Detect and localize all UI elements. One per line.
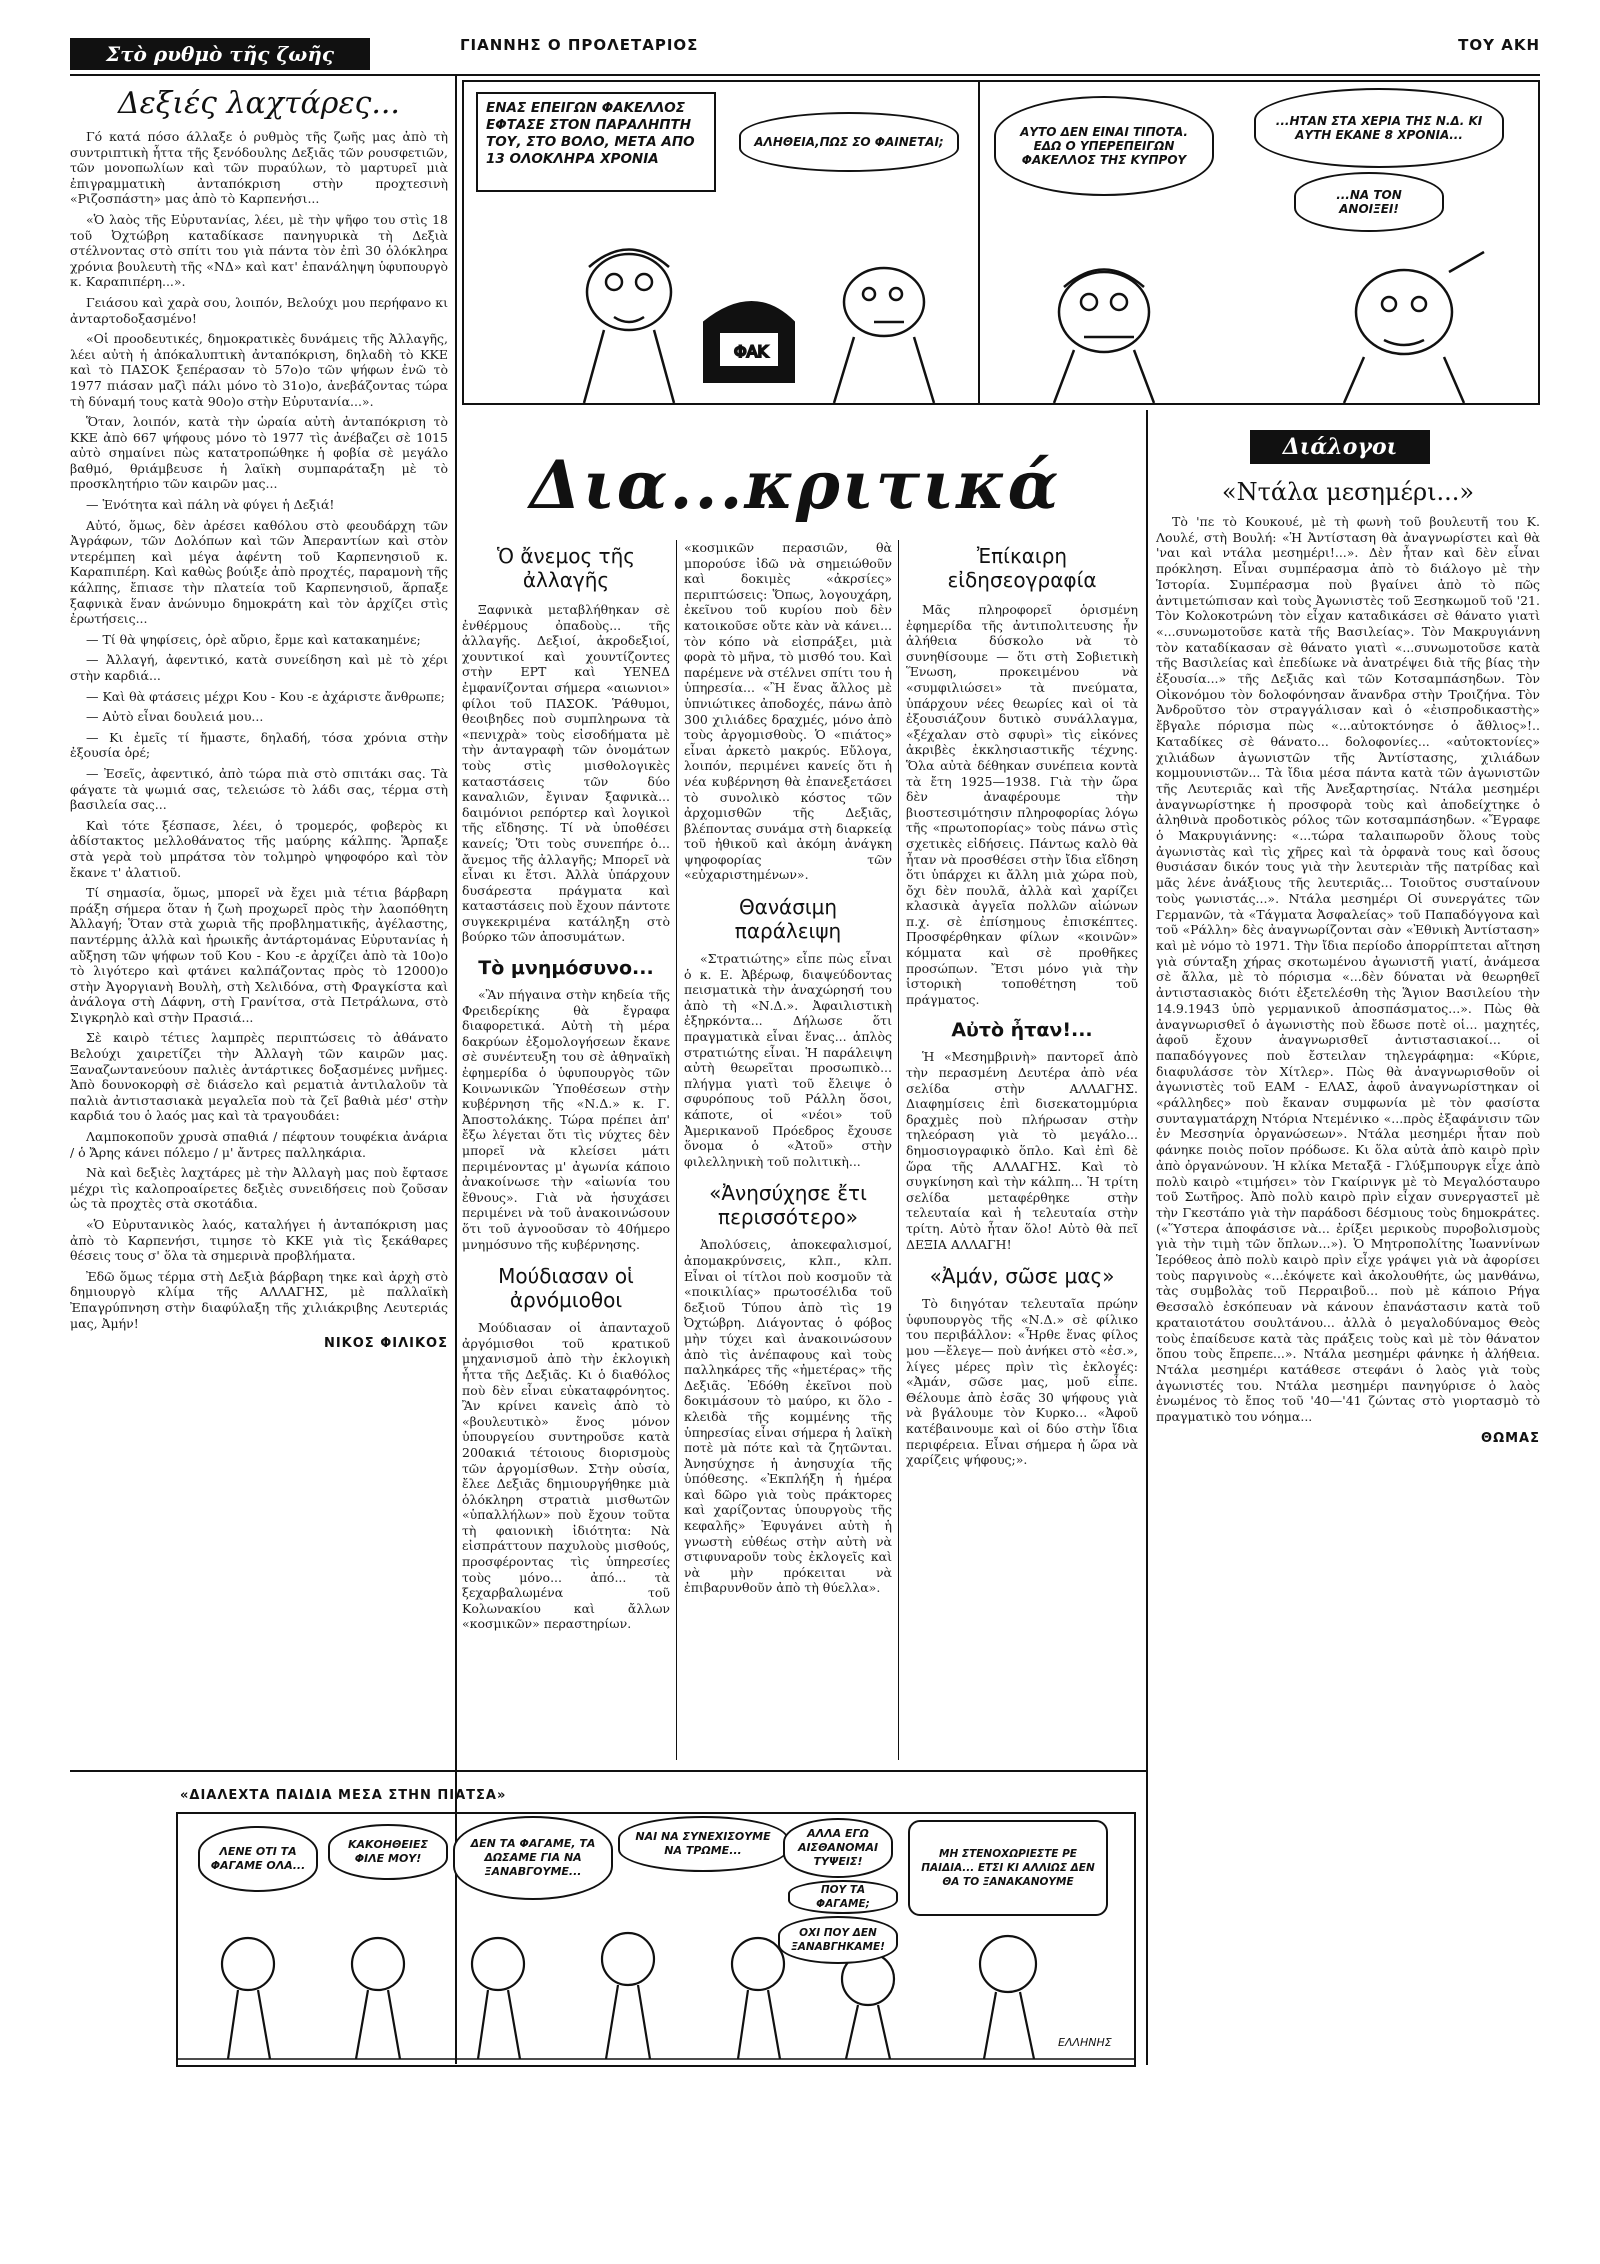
paragraph: Λαμποκοποῦν χρυσὰ σπαθιά / πέφτουν τουφέκια ἀνάρια / ὁ Ἄρης κάνει πόλεμο / μ' ἄντρες παλληκάρια. [70, 1129, 448, 1160]
article-title: Θανάσιμη παράλειψη [734, 895, 842, 944]
paragraph: — Ἀλλαγή, ἀφεντικό, κατὰ συνείδηση καὶ μὲ τὸ χέρι στὴν καρδιά... [70, 652, 448, 683]
character-5 [732, 1938, 784, 2059]
comic-caption: ΕΝΑΣ ΕΠΕΙΓΩΝ ΦΑΚΕΛΛΟΣ ΕΦΤΑΣΕ ΣΤΟΝ ΠΑΡΑΛΗΠΤΗ ΤΟΥ, ΣΤΟ ΒΟΛΟ, ΜΕΤΑ ΑΠΟ 13 ΟΛΟΚΛΗΡΑ ΧΡΟΝΙΑ [476, 92, 716, 192]
speech-bubble: ...ΗΤΑΝ ΣΤΑ ΧΕΡΙΑ ΤΗΣ Ν.Δ. ΚΙ ΑΥΤΗ ΕΚΑΝΕ 8 ΧΡΟΝΙΑ... [1254, 88, 1504, 168]
column-4 [906, 540, 1138, 1760]
comic-strip-title: «ΔΙΑΛΕΧΤΑ ΠΑΙΔΙΑ ΜΕΣΑ ΣΤΗΝ ΠΙΑΤΣΑ» [180, 1788, 507, 1803]
character-7 [980, 1936, 1036, 2059]
paragraph: «Οἱ προοδευτικές, δημοκρατικὲς δυνάμεις τῆς Ἀλλαγῆς, λέει αὐτὴ ἡ ἀπόκαλυπτικὴ ἀνταπόκριση, δηλαδὴ τὸ ΚΚΕ καὶ τὸ ΠΑΣΟΚ ξεπέρασαν τὸ 57ο)ο τῶν ψήφων ἐνῶ τὸ 1977 πιάσαν μαζὶ πάλι μόνο τὸ 31ο)ο, ἀνεβάζοντας τώρα τὴ δύναμή τους κατὰ 90ο)ο στὴν Εὐρυτανία...». [70, 331, 448, 409]
article-signature: ΘΩΜΑΣ [1481, 1430, 1540, 1446]
article-body: Ἡ «Μεσημβρινὴ» παντορεῖ ἀπὸ τὴν περασμένη Δευτέρα ἀπὸ νέα σελίδα στὴν ΑΛΛΑΓΗΣ. Διαφημίσεις ἐπὶ δισεκατομμύρια δραχμὲς ποὺ πλήρωσαν στὴν τηλεόραση γιὰ τὸ μεγάλο... δημοσιογραφικὸ ὅπλο. Καὶ ἐπὶ δὲ ὥρα τῆς ΑΛΛΑΓΗΣ. Καὶ τὸ συγκίνηση καὶ τὴν κάλπη... Ἡ τρίτη σελίδα μεταφέρθηκε στὴν τελευταία καὶ ἡ τελευταία στὴν τρίτη. Αὐτὸ ἦταν ὅλο! Αὐτὸ θὰ πεῖ ΔΕΞΙΑ ΑΛΛΑΓΗ! [906, 1049, 1138, 1252]
section-title [470, 440, 1120, 530]
character-2 [352, 1938, 404, 2059]
character-3 [472, 1938, 524, 2059]
cartoonist-signature: ΕΛΛΗΝΗΣ [1058, 2036, 1112, 2049]
character-1 [222, 1938, 274, 2059]
worker-figure-left [584, 250, 674, 404]
paragraph: Γό κατά πόσο άλλαξε ὁ ρυθμὸς τῆς ζωῆς μας ἀπὸ τὴ συντριπτικὴ ἧττα τῆς ξενόδουλης Δεξιᾶς τῶν ρουσφετιῶν, τῶν μονοπωλίων καὶ τῶν πυραύλων, τὸ μαρτυρεῖ μιὰ ἐπιγραμματικὴ ἀνταπόκριση στὴν προχτεσινὴ «Ριζοσπάστη» μας ἀπὸ τὸ Καρπενήσι... [70, 129, 448, 207]
paragraph: Σὲ καιρὸ τέτιες λαμπρὲς περιπτώσεις τὸ ἀθάνατο Βελούχι χαιρετίζει τὴν Ἀλλαγὴ τῶν καιρῶν μας. Ξαναζωντανεύουν παλιὲς ἀντάρτικες δοξασμένες μνῆμες. Ἀπὸ δουνοκορφὴ σὲ διάσελο καὶ ρεματιὰ ἀντιλαλοῦν τὰ παλιὰ ἀντιστασιακὰ μεγαλεῖα ποὺ τὰ ζεῖ βαθιὰ μέσ' στὴν καρδιά του ὁ λαός μας καὶ τὰ τραγουδάει: [70, 1030, 448, 1124]
column-rule [455, 74, 457, 2064]
paragraph: Ἐδῶ ὅμως τέρμα στὴ Δεξιὰ βάρβαρη τηκε καὶ ἀρχὴ στὸ δημιουργὸ κλίμα τῆς ΑΛΛΑΓΗΣ, μὲ παλλαϊκὴ Ἐπαγρύπνηση στὴν διαφύλαξη τῆς χιλιάκριβης Λευτεριάς μας, Ἀμήν! [70, 1268, 448, 1331]
article-body: «κοσμικῶν περασιῶν, θὰ μπορούσε ἰδῶ νὰ σημειώθοῦν καὶ δοκιμὲς «ἀκρσίες» περιπτώσεις: Ὅπως, λογουχάρη, ἐκεῖνου τοῦ κυρίου ποὺ δὲν κατοικοῦσε οὔτε κὰν νὰ κάνει... τὸν κόπο νὰ εἰσπράξει, μιὰ φορὰ τὸ μῆνα, τὸ μισθό του. Καὶ παρέμενε νὰ στέλνει σπίτι του ἡ ὑπηρεσία... «Ἢ ἕνας ἄλλος μὲ ὑπνιώτικες ἀποδοχές, πάνω ἀπὸ 300 χιλιάδες δραχμές, μόνο ἀπὸ τοὺς ἀργομισθοὺς. Ὁ «πιάτος» εἶναι ἀρκετὸ μακρύς. Εὔλογα, λοιπόν, περιμένει κανείς ὅτι ἡ νέα κυβέρνηση θὰ ἐπανεξετάσει τὸ συνολικὸ κόστος τῶν ἀρχομισθῶν τῆς Δεξιᾶς, βλέποντας συνάμα στὴ διαρκείᾳ τοῦ ἠθικοῦ καὶ ἀκόμη ἀνάγκη ψηφοφορίας τῶν «εὐχαριστημένων». [684, 540, 892, 883]
article-body [70, 129, 448, 1331]
speech-bubble: ΟΧΙ ΠΟΥ ΔΕΝ ΞΑΝΑΒΓΗΚΑΜΕ! [778, 1916, 898, 1964]
speech-bubble: ...ΝΑ ΤΟΝ ΑΝΟΙΞΕΙ! [1294, 172, 1444, 232]
svg-text:ΦΑΚ: ΦΑΚ [734, 342, 769, 361]
section-tag: Στὸ ρυθμὸ τῆς ζωῆς [70, 38, 370, 70]
article-body: Ἀπολύσεις, ἀποκεφαλισμοί, ἀπομακρύνσεις, κλπ., κλπ. Εἶναι οἱ τίτλοι ποὺ κοσμοῦν τὰ «ποικιλίας» πρωτοσέλιδα τοῦ δεξιοῦ Τύπου ἀπὸ τὶς 19 Ὀχτώβρη. Διάγοντας ὁ φόβος μὴν τύχει καὶ ἀνακοινώσουν ἀπὸ τὶς ἀνέπαφους καὶ τοὺς παλληκάρες τῆς «ἠμετέρας» τῆς Δεξιᾶς. Ἐδόθη ἐκεῖνοι ποὺ δοκιμάσουν τὸ μαύρο, κι ὅλο - κλειδὰ τῆς κομμένης τῆς ὑπηρεσίας εἶναι σήμερα ἡ λαϊκὴ ποτὲ μὰ πότε καὶ τὰ ζητῶνται. Ἀνησύχησε ἡ ἀνησυχία τῆς ὑπόθεσης. «Ἐκπλήξη ἡ ἡμέρα καὶ δῶρο γιὰ τοὺς πράκτορες καὶ χαρίζοντας ὑπουργοὺς τῆς κεφαλῆς» Ἐφυγάνει αὐτὴ ἡ γνωστὴ εὐθέως στὴν αὐτὴ νὰ στιφυναροῦν τοὺς ἐκλογεῖς καὶ νὰ μὴν πρόκειται νὰ ἐπιβαρυνθοῦν ἀπὸ τὴ θύελλα». [684, 1237, 892, 1596]
speech-bubble: ΠΟΥ ΤΑ ΦΑΓΑΜΕ; [788, 1880, 898, 1914]
section-tag-right: Διάλογοι [1250, 430, 1430, 464]
article-body: Ξαφνικὰ μεταβλήθηκαν σὲ ἐνθέρμους ὀπαδοὺς... τῆς ἀλλαγῆς. Δεξιοί, ἀκροδεξιοί, χουντικοί καὶ χουντίζοντες στὴν ΕΡΤ καὶ ΥΕΝΕΔ ἐμφανίζονται σήμερα «αιωνιοι» φίλοι τοῦ ΠΑΣΟΚ. Ῥάθυμοι, θεοιβηδες ποὺ συμπληρωνα τὰ «πενιχρὰ» τοὺς εἰσοδήματα μὲ τὴν ἀνταγραφὴ τῶν ὀνομάτων τοὺς στὶς μισθολογικὲς καταστάσεις τῶν δύο καναλιῶν, ἔγιναν ξαφνικὰ... δαιμόνιοι ρεπόρτερ καὶ λογικοὶ τῆς εἴδησης. Τί νὰ ὑποθέσει κανείς; Ὅτι τοὺς συνεπήρε ὁ... ἄνεμος τῆς ἀλλαγῆς; Μπορεῖ νὰ εἶναι κι ἔτσι. Ἀλλὰ ὑπάρχουν δυσάρεστα πράγματα καὶ καταστάσεις ποὺ ἔχουν πάντοτε συγκεκριμένα κατάληξη στὸ βούρκο τῶν ἀποσυμάτων. [462, 602, 670, 945]
speech-bubble: ΑΛΗΘΕΙΑ,ΠΩΣ ΣΟ ΦΑΙΝΕΤΑΙ; [739, 112, 959, 172]
paragraph: — Καὶ θὰ φτάσεις μέχρι Κου - Κου -ε ἀχάριστε ἄνθρωπε; [86, 688, 445, 704]
article-body: Τὸ 'πε τὸ Κουκουέ, μὲ τὴ φωνὴ τοῦ βουλευτῆ του Κ. Λουλέ, στὴ Βουλή: «Ἡ Ἀντίσταση θὰ ἀναγνωρίστει καὶ θὰ 'ναι καὶ ντάλα μεσημέρι!...». Δὲν ἦταν καὶ δὲν εἶναι πρόκληση. Εἶναι συμπέρασμα ἀπὸ τὸ διάλογο μὲ τὴν Ἱστορία. Συμπέρασμα ποὺ βγαίνει ἀπὸ τὸ πῶς ἀντιμετώπισαν καὶ τοὺς Ἀγωνιστὲς τοῦ Ξεσηκωμοῦ τοῦ '21. Τὸν Κολοκοτρώνη τὸν εἶχαν καταδικάσει σὲ θάνατο γιατὶ «...συνωμοτοῦσε κατὰ τῆς Βασιλείας». Τὸν Μακρυγιάννη τὸν καταδίκασαν σὲ θάνατο γιατὶ «...συνωμοτοῦσε κατὰ τῆς Βασιλείας καὶ ἐπεδίωκε νὰ ἀνατρέψει διὰ τῆς βίας τὴν ἐξουσία...» τῆς Δεξιᾶς καὶ τῶν Κοτσαμπάσηδων. Τὸν Οἰκονόμου τὸν δολοφόνησαν ἄνανδρα στὴν Τροιζήνα. Τὸν Ἀνδροῦτσο τὸν στραγγάλισαν καὶ ὁ «ἐισπροδικαστὴς» ἔβγαλε πόρισμα πὼς «...αὐτοκτόνησε ὁ ἄθλιος»!.. Καταδίκες σὲ θάνατο... δολοφονίες... «αὐτοκτονίες» χιλιάδων ἀγωνιστῶν τῆς Ἀντίστασης, χιλιάδων κομμουνιστῶν... Τὰ ἴδια μέσα πάντα κατὰ τῶν ἀγωνιστῶν τῆς Λευτεριᾶς καὶ τῆς Ἀνεξαρτησίας. Ντάλα μεσημέρι ἀναγνωρίστηκε ἡ προσφορὰ τοὺς καὶ ἀποδείχτηκε ὁ ἀληθινὰ προδοτικὸς ρόλος τῶν κοτσαμπάσηδων. «Ἔγραφε ὁ Μακρυγιάννης: «...τώρα ταλαιπωροῦν ὅλους τοὺς ἀγωνιστὰς καὶ τὶς χῆρες καὶ τὰ ὀρφανὰ τους καὶ ὅσους θυσιάσαν δικόν τους γιὰ τὴν λευτεριὰν τῆς πατρίδας καὶ μᾶς λένε ἀνάξιους τῆς λευτεριᾶς... Τοιοῦτος συσταίνουν τοὺς γωνιστάς...». Ντάλα μεσημέρι Οἱ συνεργάτες τῶν Γερμανῶν, τὰ «Τάγματα Ἀσφαλείας» τοῦ Παπαδόγγονα καὶ τοῦ «Ράλλη» δὲς ἀναγνωρίζονται σὰν «Ἐθνικὴ Ἀντίσταση» καὶ μὲ νόμο τὸ 1971. Τὴν ἴδια περίοδο ἀπορρίπτεται αἴτηση γιὰ σύνταξη χήρας σκοτωμένου ἀγωνιστῆ γιατί, ἀνάμεσα σὲ ἄλλα, μὲ τὸ πόρισμα «...δὲν δύναται νὰ θεωρηθεῖ ἀντιστασιακὸς διότι ἐξετελέσθη τὴς Ἅγιον Βασιλείου τὴν 14.9.1943 ὑπὸ γερμανικοῦ ἀποσπάσματος...». Πὼς θὰ ἀναγνωρισθεῖ ὁ ἀγωνιστὴς ποὺ ἔδωσε ποτὲ οἱ... μαχητές, ἀφοῦ ἔχουν ἀναγνωρισθεῖ ἀντιστασιακοί... οἱ παπαδόγγονες ποὺ ἔστειλαν τηλεγράφημα: «Κύριε, διαφυλάσσε τὸν Χίτλερ». Πὼς θὰ ἀναγνωρισθοῦν οἱ ἀγωνιστὲς τοῦ ΕΑΜ - ΕΛΑΣ, ἀφοῦ ἀναγνωρίστηκαν οἱ «ράλληδες» ποὺ ἔκαναν συμφωνία μὲ τὸν φασίστα συνταγματάρχη Ντόρια Ντεμένικο «...πρὸς ἐξαφάνισιν τῶν ἐν Μεσσηνία ὀργανώσεων». Ντάλα μεσημέρι ἦταν ποὺ φάνηκε ποιὸς ποῖον πρόδωσε. Κι ὅλα αὐτὰ ἀπὸ καιρὸ πρὶν ἀπὸ ὀργανώνουν. Ἡ κλίκα Μεταξᾶ - Γλύξμπουργκ εἶχε ἀπὸ πολὺ καιρὸ «τιμήσει» τὸν Γκαίρινγκ μὲ τὸ Μεγαλόσταυρο τοῦ Σωτῆρος. Ἀπὸ πολὺ καιρὸ πρὶν εἶχαν συνεργαστεῖ μὲ τὴν Γκεστάπο γιὰ τὴν παράδοσι δέσμιους τοὺς δημοκράτες. («Ὕστερα ἀποφάσισε νὰ... ἐρίξει μερικοὺς πυροβολισμοὺς γιὰ τὴν τιμὴ τῶν ὅπλων...»). Ὁ Μητροπολίτης Ἰωαννίνων Ἱερόθεος ἀπὸ πολὺ καιρὸ πρὶν εἶχε γράψει γιὰ νὰ ἀφορίσει τοὺς παργινοὺς «...ἐκόψετε καὶ ἀκολουθήτε, ὡς μανθάνω, τὰς συμβολὰς τοῦ Περραιβοῦ... ποὺ μὲ κάποιο Ρήγα Θεσσαλὸ ἐσκόπευαν νὰ κάνουν ἐπανάστασιν κατὰ τοῦ κραταιοτάτου σουλτάνου... ἀλλὰ ὁ μεγαλοδύναμος Θεὸς τοὺς ἐπαίδευσε κατὰ τὰς πράξεις τοὺς καὶ μὲ τὸν θάνατον ὅπου τοὺς ἔπρεπε...». Ντάλα μεσημέρι φάνηκε ἡ ἀλήθεια. Ντάλα μεσημέρι κατάθεσε στεφάνι ὁ λαὸς γιὰ τοὺς ἀγωνιστές του. Ντάλα μεσημέρι πανηγύρισε ὁ λαὸς ἐνωμένος τὸ ἔπος τοῦ '40—'41 ζώντας στὸ γιορτασμὸ τὸ πραγματικὸ του νόημα... [1156, 514, 1540, 1425]
speech-bubble: ΝΑΙ ΝΑ ΣΥΝΕΧΙΣΟΥΜΕ ΝΑ ΤΡΩΜΕ... [618, 1816, 788, 1872]
article-title: «Ντάλα μεσημέρι...» [1221, 478, 1475, 506]
column-rule [1146, 410, 1148, 2065]
paragraph: — Τί θὰ ψηφίσεις, ὁρὲ αὔριο, ἔρμε καὶ κατακαημένε; [86, 631, 421, 647]
paragraph: Καὶ τότε ξέσπασε, λέει, ὁ τρομερός, φοβερὸς κι ἀδίστακτος μελλοθάνατος τῆς μαύρης κάλπης. Ἅρπαξε στὰ γερὰ τοὺ μπράτσα τὸν τολμηρὸ ψηφοφόρο καὶ τὸν ἔκανε τ' ἀλατιοῦ. [70, 817, 448, 880]
article-body: Τὸ διηγόταν τελευταῖα πρώην ὑφυπουργὸς τῆς «Ν.Δ.» σὲ φίλικο του περιβάλλον: «Ἦρθε ἕνας φίλος μου —ἔλεγε— ποὺ ἀνήκει στὸ «ἐσ.», λίγες μέρες πρὶν τὶς ἐκλογές: «Ἀμάν, σῶσε μας, μοῦ εἶπε. Θέλουμε ἀπὸ ἐσᾶς 30 ψήφους γιὰ νὰ βγάλουμε τὸν Κυρκο... «Ἀφοῦ κατέβαινουμε καὶ οἱ δύο στὴν ἴδια περιφέρεια. Εἶναι σήμερα ἡ ὥρα νὰ χαρίζεις ψήφους;». [906, 1296, 1138, 1468]
envelope-figure [704, 302, 794, 382]
column-rule [676, 540, 677, 1760]
character-4 [602, 1933, 654, 2059]
column-rule [898, 540, 899, 1760]
article-body: «Στρατιώτης» εἶπε πὼς εἶναι ὁ κ. Ε. Ἀβέρωφ, διαψεύδοντας πεισματικὰ τὴν ἀναχώρησή του ἀπὸ τὴ «Ν.Δ.». Ἀφαιλιστικὴ ἐξηρκόντα... Δήλωσε ὅτι πραγματικὰ εἶναι ἕνας... ἁπλὸς στρατιώτης εἶναι. Ἡ παράλειψη αὐτὴ θεωρεῖται προσωπικὸ... πλήγμα γιατὶ τοῦ ἔλειψε ὁ σφυρόπους τοῦ Ράλλη ὅσοι, κάποτε, οἱ «νέοι» τοῦ Ἀμερικανοῦ Πρόεδρος ἔχουσε ὅνομα ὁ «Ἀτοῦ» στὴν φιλελληνικὴ τοῦ πολιτικὴ... [684, 951, 892, 1169]
article-signature: ΝΙΚΟΣ ΦΙΛΙΚΟΣ [323, 1336, 448, 1352]
worker-figure-right [1054, 270, 1154, 404]
article-title: Ἐπίκαιρη εἰδησεογραφία [947, 544, 1097, 592]
speech-bubble: ΜΗ ΣΤΕΝΟΧΩΡΙΕΣΤΕ ΡΕ ΠΑΙΔΙΑ... ΕΤΣΙ ΚΙ ΑΛΛΙΩΣ ΔΕΝ ΘΑ ΤΟ ΞΑΝΑΚΑΝΟΥΜΕ [908, 1820, 1108, 1916]
speech-bubble: ΑΛΛΑ ΕΓΩ ΑΙΣΘΑΝΟΜΑΙ ΤΥΨΕΙΣ! [783, 1818, 893, 1878]
article-title: «Ἀμάν, σῶσε μας» [929, 1264, 1115, 1289]
character-6 [842, 1953, 894, 2059]
speech-bubble: ΔΕΝ ΤΑ ΦΑΓΑΜΕ, ΤΑ ΔΩΣΑΜΕ ΓΙΑ ΝΑ ΞΑΝΑΒΓΟΥΜΕ... [453, 1816, 613, 1900]
speech-bubble: ΚΑΚΟΗΘΕΙΕΣ ΦΙΛΕ ΜΟΥ! [328, 1824, 448, 1880]
thinking-figure [1344, 252, 1484, 403]
paragraph: «Ὁ Εὐρυτανικὸς λαός, καταλήγει ἡ ἀνταπόκριση μας ἀπὸ τὸ Καρπενήσι, τιμησε τὸ ΚΚΕ γιὰ τὶς ξεκάθαρες θέσεις τους σ' ὅλα τὰ σημερινὰ προβλήματα. [70, 1217, 448, 1264]
article-body: «Ἂν πήγαινα στὴν κηδεία τῆς Φρειδερίκης θὰ ἔγραφα διαφορετικά. Αὐτὴ τὴ μέρα δακρύων ἐξομολογήσεων ἔκανε σὲ συνέντευξη του σὲ ἀθηναϊκὴ ἐφημερίδα ὁ ὑφυπουργὸς τῶν Κοινωνικῶν Ὑποθέσεων στὴν κυβέρνηση τῆς «Ν.Δ.» κ. Γ. Ἀποστολάκης. Τώρα πρέπει ἀπ' ἔξω λέγεται ὅτι τὶς νύχτες δὲν μπορεῖ νὰ κλείσει μάτι περιμένοντας μ' ἀγωνία κάποιο ἀνακοίνωσε τὴν «αἰωνία του ἔθνους». Γιὰ νὰ ἡσυχάσει περιμένει νὰ τοῦ ἀνακοινώσουν ὅτι τοῦ ἀγνοοῦσαν τὸ 40ήμερο μνημόσυνο τῆς κυβέρνησης. [462, 987, 670, 1252]
speech-bubble: ΛΕΝΕ ΟΤΙ ΤΑ ΦΑΓΑΜΕ ΟΛΑ... [198, 1826, 318, 1892]
comic-author: ΤΟΥ ΑΚΗ [1458, 36, 1540, 54]
paragraph: Τί σημασία, ὅμως, μπορεῖ νὰ ἔχει μιὰ τέτια βάρβαρη πράξη σήμερα ὅταν ἡ ζωὴ προχωρεῖ πρὸς τὴν λαοπόθητη Ἀλλαγή; Ὅταν στὰ χωριὰ τῆς προβληματικῆς, ἀγέλαστης, παντέρμης ἀλλὰ καὶ ἡρωικῆς ἀντάρτομάνας Εὐρυτανίας ἡ αὔξηση τῶν ψήφων τοῦ Κου - Κου -ε ἀρχίζει ἀπὸ τὰ 10ο)ο τὸ λιγότερο καὶ φτάνει καλπάζοντας πρὸς τὸ 12000)ο στὴν Ἀγοργιανὴ Βουλὴ, στὴ Χελιδόνα, στὴ Φραγκίστα καὶ ἀνάλογα στὴ Δάφνη, στὴ Γρανίτσα, στὰ Πετράλωνα, στὸ Σιγκρηλὸ καὶ στὴν Πρασιά... [70, 885, 448, 1025]
paragraph: Ὅταν, λοιπόν, κατὰ τὴν ὡραία αὐτὴ ἀνταπόκριση τὸ ΚΚΕ ἀπὸ 667 ψήφους μόνο τὸ 1977 τὶς ἀνέβαζει σὲ 1015 αὐτὸ σημαίνει πὼς κατατροπώθηκε ἡ φοβία σὲ μεγάλο βαθμό, θριάμβευσε ἡ λαϊκὴ συμπαράταξη μὲ τὸ προσκλητήριο τῶν καιρῶν μας... [70, 414, 448, 492]
column-2 [462, 540, 670, 1760]
comic-strip-top [462, 80, 1540, 405]
article-body: Μᾶς πληροφορεῖ ὁρισμένη ἐφημερίδα τῆς ἀντιπολιτευσης ἦν ἀλήθεια δύσκολο νὰ τὸ συνηθίσουμε — ὅτι στὴ Σοβιετικὴ Ἕνωση, προκειμένου νὰ «συμφιλιώσει» τὰ πνεύματα, ὑπάρχουν νέες θεωρίες καὶ οἱ τὰ ἐξουσιάζουν δυτικὸ συνάλλαγμα, «ξέχαλαν στὸ σφυρὶ» τὶς εἰκόνες ἀκριβὲς ἐκκλησιαστικῆς τέχνης. Ὅλα αὐτὰ δέθηκαν συνέπεια κοντὰ τὰ ἔτη 1925—1938. Γιὰ τὴν ὥρα δὲν ἀναφέρουμε τὴν βιοστεσιμότησιν πληροφορίας λόγω τῆς «πρωτοπορίας» τοὺς πάνω στὶς σχετικὲς εἰδήσεις. Πάντως καλὸ θὰ ἦταν νὰ προσθέσει στὴν ἴδια εἴδηση ὅτι ὑπάρχει κι ἄλλη μιὰ χώρα ποὺ, ὄχι δὲν πουλᾶ, ἀλλὰ καὶ χαρίζει κλασικὰ ἀγγεῖα πολλῶν αἰώνων π.χ. σὲ ἐπίσημους ἐπισκέπτες. Προσφέρθηκαν φίλων «κοινῶν» κόμματα καὶ σὲ προθῆκες προσώπων. Ἔτσι μόνο γιὰ τὴν ἱστορικὴ τοποθέτηση τοῦ πράγματος. [906, 602, 1138, 1007]
article-title: Δεξιές λαχτάρες... [118, 86, 400, 121]
article-title: Αὐτὸ ἦταν!... [951, 1019, 1093, 1042]
strip-rule [70, 1770, 1146, 1772]
column-left [70, 80, 448, 1980]
column-right [1156, 478, 1540, 2158]
paragraph: — Αὐτὸ εἶναι δουλειά μου... [86, 709, 264, 725]
paragraph: — Ἑνότητα καὶ πάλη νὰ φύγει ἡ Δεξιά! [86, 497, 335, 513]
paragraph: Γειάσου καὶ χαρὰ σου, λοιπόν, Βελούχι μου περήφανο κι ἀνταρτοδοξασμένο! [70, 294, 448, 326]
paragraph: — Ἐσεῖς, ἀφεντικό, ἀπὸ τώρα πιὰ στὸ σπιτάκι σας. Τὰ φάγατε τὰ ψωμιά σας, τελειώσε τὸ λάδι σας, τέρμα στὴ βασιλεία σας... [70, 765, 448, 813]
paragraph: — Κι ἐμεῖς τί ἤμαστε, δηλαδή, τόσα χρόνια στὴν ἐξουσία ὁρέ; [70, 729, 448, 761]
comic-strip-bottom [176, 1812, 1136, 2067]
column-3 [684, 540, 892, 1760]
article-title: Μούδιασαν οἱ ἀρνόμιοθοι [498, 1264, 634, 1313]
article-title: «Ἀνησύχησε ἔτι περισσότερο» [709, 1181, 867, 1230]
header-rule [70, 74, 1540, 76]
paragraph: Νὰ καὶ δεξιὲς λαχτάρες μὲ τὴν Ἀλλαγὴ μας ποὺ ἔφτασε μέχρι τὶς καλοπροαίρετες δεξιὲς συνειδήσεις ποὺ ζοῦσαν ὡς τὰ προχτὲς στὰ σκοτάδια. [70, 1165, 448, 1212]
article-body: Μούδιασαν οἱ ἀπανταχοῦ ἀργόμισθοι τοῦ κρατικοῦ μηχανισμοῦ ἀπὸ τὴν ἐκλογικὴ ἧττα τῆς Δεξιᾶς. Κι ὁ διαθόλος ποὺ δὲν εἶναι εὐκαταφρόνητος. Ἂν κρίνει κανεὶς ἀπὸ τὸ «βουλευτικὸ» ἕνος μόνον ὑπουργείου συντηροῦσε κατὰ 200ακιά τέτοιους διορισμοὺς τῶν ἀργομίσθων. Στὴν οὐσία, ἔλεε Δεξιᾶς δημιουργήθηκε μιὰ ὁλόκληρη στρατιὰ μισθωτῶν «ὑπαλλήλων» ποὺ ἔχουν τοῦτα τὴ φαιονικὴ ἰδιότητα: Νὰ εἰσπράττουν παχυλοὺς μισθούς, προσφέροντας τὶς ὑπηρεσίες τοὺς μόνο... ἀπό... τὰ ξεχαρβαλωμένα τοῦ Κολωνακίου καὶ ἄλλων «κοσμικῶν» περαστηρίων. [462, 1320, 670, 1632]
article-title: Τὸ μνημόσυνο... [478, 957, 654, 980]
article-title: Ὁ ἄνεμος τῆς ἀλλαγῆς [497, 544, 635, 592]
paragraph: «Ὁ λαὸς τῆς Εὐρυτανίας, λέει, μὲ τὴν ψῆφο του στὶς 18 τοῦ Ὀχτώβρη καταδίκασε πανηγυρικὰ τὴ Δεξιὰ στέλνοντας στὸ σπίτι του γιὰ πάντα τὸν ἐπὶ 30 ὁλόκληρα χρόνια βουλευτὴ τῆς «ΝΔ» καὶ κατ' ἐπανάληψη ὑφυπουργὸ κ. Καραπιπέρη...». [70, 211, 448, 290]
official-figure [834, 268, 934, 403]
speech-bubble: ΑΥΤΟ ΔΕΝ ΕΙΝΑΙ ΤΙΠΟΤΑ. ΕΔΩ Ο ΥΠΕΡΕΠΕΙΓΩΝ ΦΑΚΕΛΛΟΣ ΤΗΣ ΚΥΠΡΟΥ [994, 96, 1214, 196]
paragraph: Αὐτό, ὅμως, δὲν ἀρέσει καθόλου στὸ φεουδάρχη τῶν Ἀγράφων, τῶν Δολόπων καὶ τῶν Ἀπεραντίων καὶ στὸν ντερέμπεη καὶ μέγα ἀφέντη τοῦ Καρπενησιοῦ κ. Καραπιπέρη. Καὶ καθὼς βούιξε ἀπὸ προχτές, παραμονὴ τῆς κάλπης, ἔπιασε τὴν πλατεία τοῦ Καρπενησιοῦ, ἅρπαξε ξαφνικὰ ἕναν ἀνώνυμο δημοκράτη καὶ τὸν ἀρχίζει στὶς ἐρωτήσεις... [70, 517, 448, 627]
comic-title: ΓΙΑΝΝΗΣ Ο ΠΡΟΛΕΤΑΡΙΟΣ [460, 36, 699, 54]
section-title-text: Δια...κριτικά [529, 446, 1061, 524]
